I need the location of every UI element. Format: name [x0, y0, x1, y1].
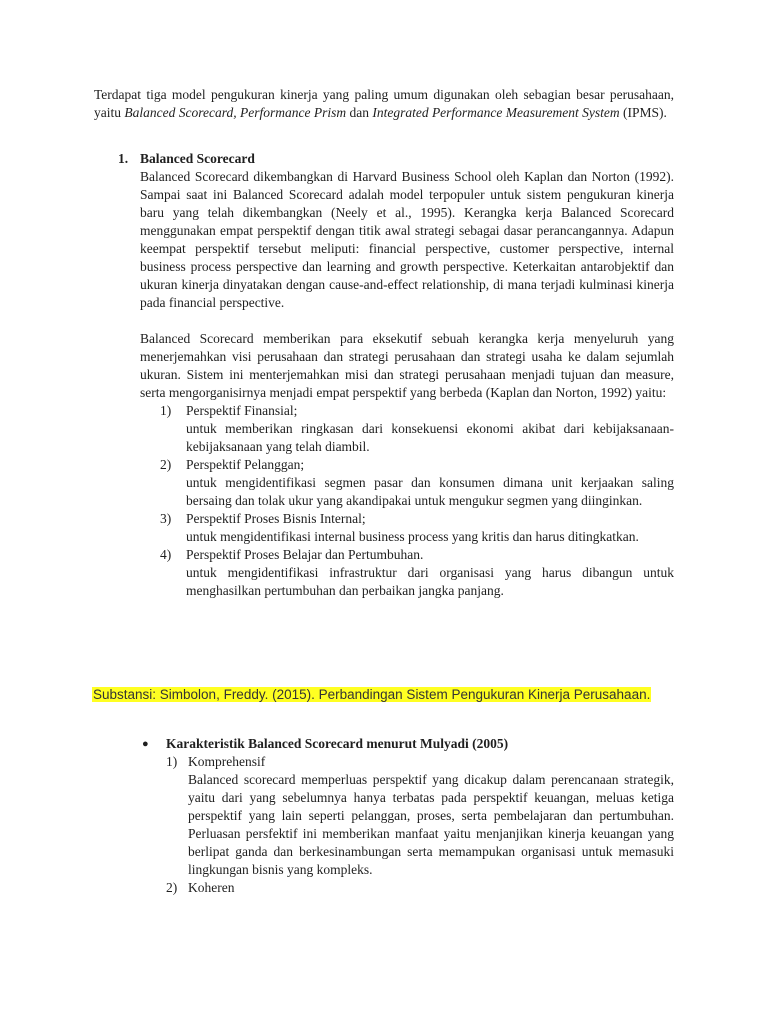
section1-paragraph-1: Balanced Scorecard dikembangkan di Harvard Business School oleh Kaplan dan Norton (1992). Sampai saat ini Balanced Scorecard adalah model terpopuler untuk sistem pengukuran kinerja baru yang telah dikembangkan (Neely et al., 1995). Kerangka kerja Balanced Scorecard menggunakan empat perspektif dengan titik awal strategi sebagai dasar perancangannya. Adapun keempat perspektif tersebut meliputi: financial perspective, customer perspective, internal business process perspective dan learning and growth perspective. Keterkaitan antarobjektif dan ukuran kinerja dinyatakan dengan cause-and-effect relationship, di mana terjadi kulminasi kinerja pada financial perspective. [140, 169, 674, 310]
perspective-title: Perspektif Proses Belajar dan Pertumbuhan. [186, 547, 424, 562]
characteristic-description: Balanced scorecard memperluas perspektif yang dicakup dalam perencanaan strategik, yaitu dari yang sebelumnya hanya terbatas pada perspektif keuangan, meluas ketiga perspektif yang lain seperti pelanggan, proses, serta pembelajaran dan pertumbuhan. Perluasan persfektif ini memberikan manfaat yaitu menjanjikan kinerja keuangan yang berlipat ganda dan berkesinambungan serta memampukan organisasi untuk memasuki lingkungan bisnis yang kompleks. [188, 772, 674, 877]
perspective-number: 4) [160, 547, 172, 562]
intro-paragraph [94, 86, 674, 122]
model-performance-prism: Performance Prism [239, 105, 347, 120]
perspective-description: untuk mengidentifikasi segmen pasar dan konsumen dimana unit kerjaakan saling bersaing dan tolak ukur yang akandipakai untuk mengukur segmen yang diinginkan. [186, 475, 674, 508]
bullet-icon: ● [142, 738, 149, 750]
characteristic-number: 1) [166, 754, 178, 769]
section-balanced-scorecard [94, 150, 674, 600]
perspective-title: Perspektif Pelanggan; [186, 457, 305, 472]
perspective-item [140, 456, 674, 510]
characteristic-item [166, 753, 674, 879]
perspective-number: 2) [160, 457, 172, 472]
perspective-title: Perspektif Finansial; [186, 403, 298, 418]
model-balanced-scorecard: Balanced Scorecard, [124, 105, 237, 120]
section-karakteristik [94, 735, 674, 897]
perspective-title: Perspektif Proses Bisnis Internal; [186, 511, 366, 526]
section1-title: Balanced Scorecard [140, 151, 255, 166]
section2-title: Karakteristik Balanced Scorecard menurut Mulyadi (2005) [166, 736, 509, 751]
characteristic-title: Koheren [188, 880, 235, 895]
section1-heading [94, 150, 674, 168]
intro-text-before: Terdapat tiga model pengukuran kinerja yang paling umum digunakan oleh sebagian besar perusahaan, yaitu [94, 87, 674, 120]
section1-paragraph-2: Balanced Scorecard memberikan para eksekutif sebuah kerangka kerja menyeluruh yang menerjemahkan visi perusahaan dan strategi perusahaan dan strategi usaha ke dalam sejumlah ukuran. Sistem ini menterjemahkan misi dan strategi perusahaan menjadi tujuan dan measure, serta mengorganisirnya menjadi empat perspektif yang berbeda (Kaplan dan Norton, 1992) yaitu: [140, 331, 674, 400]
section1-number: 1. [118, 151, 129, 166]
intro-and-word: dan [346, 105, 373, 120]
perspective-number: 1) [160, 403, 172, 418]
characteristic-item [166, 879, 674, 897]
perspective-number: 3) [160, 511, 172, 526]
characteristic-title: Komprehensif [188, 754, 266, 769]
characteristic-number: 2) [166, 880, 178, 895]
perspective-item [140, 546, 674, 600]
section2-heading [94, 735, 674, 753]
perspective-description: untuk mengidentifikasi internal business process yang kritis dan harus ditingkatkan. [186, 529, 639, 544]
intro-text-after: (IPMS). [619, 105, 667, 120]
perspective-description: untuk mengidentifikasi infrastruktur dari organisasi yang harus dibangun untuk menghasilkan pertumbuhan dan perbaikan jangka panjang. [186, 565, 674, 598]
perspective-item [140, 510, 674, 546]
model-ipms: Integrated Performance Measurement System [372, 105, 620, 120]
perspective-description: untuk memberikan ringkasan dari konsekuensi ekonomi akibat dari kebijaksanaan-kebijaksanaan yang telah diambil. [186, 421, 674, 454]
perspective-item [140, 402, 674, 456]
highlighted-citation: Substansi: Simbolon, Freddy. (2015). Perbandingan Sistem Pengukuran Kinerja Perusahaan. [93, 687, 651, 702]
substansi-citation [92, 686, 651, 704]
